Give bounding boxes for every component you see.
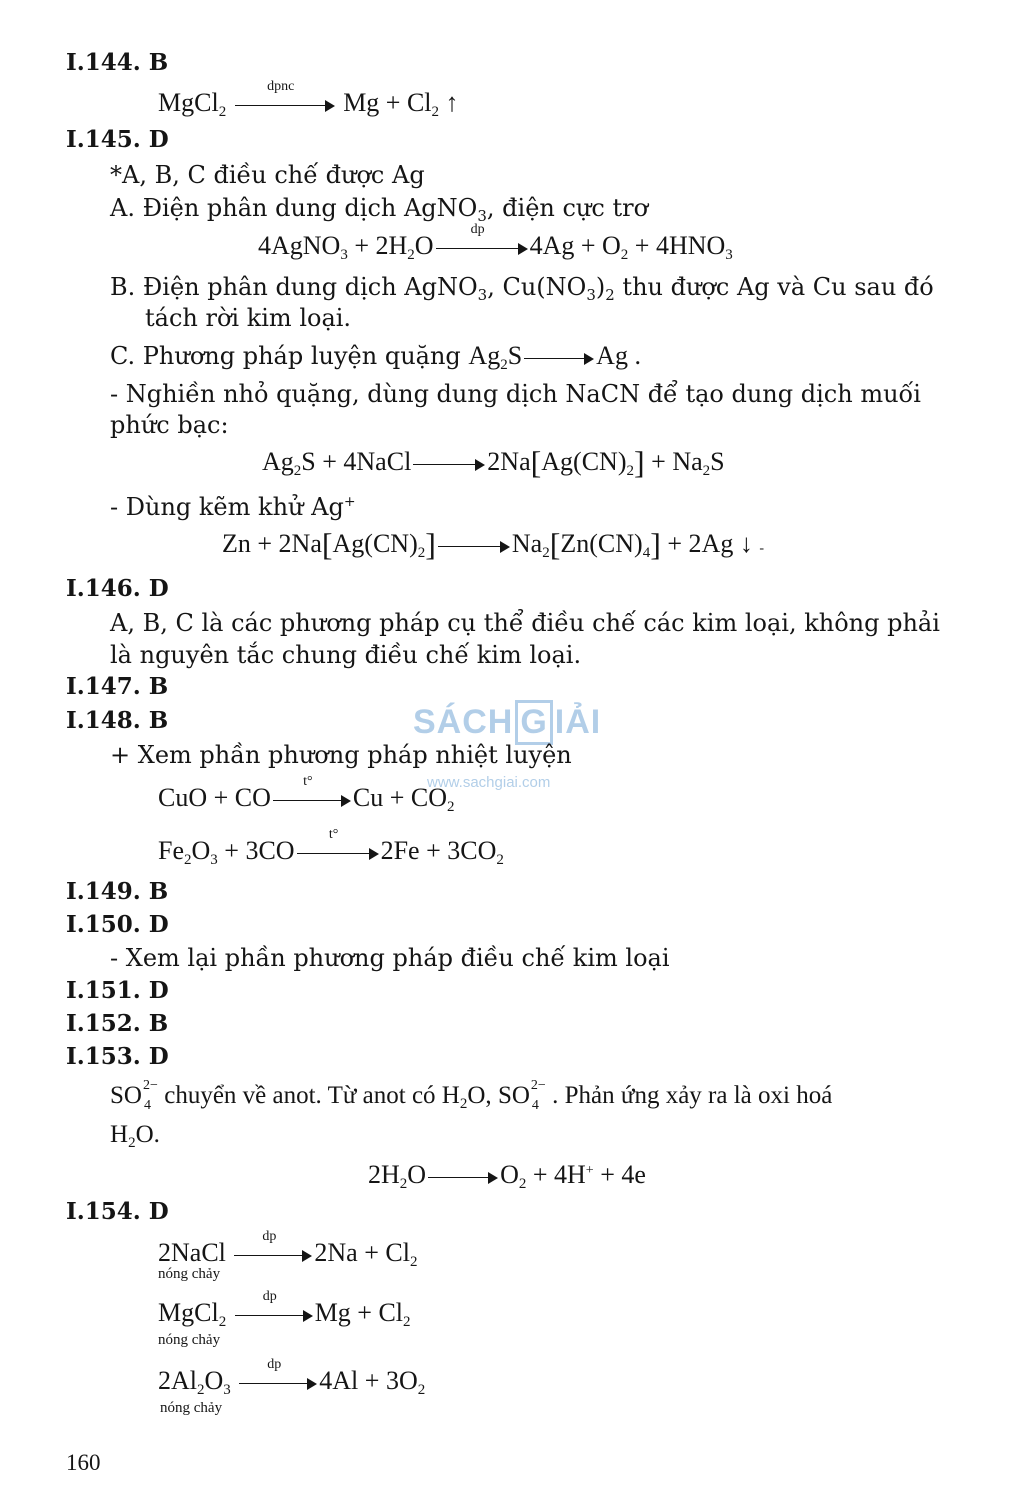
reaction-arrow bbox=[438, 538, 510, 554]
answer-146-label: I.146. D bbox=[66, 575, 169, 602]
reaction-arrow: dpnc bbox=[235, 97, 335, 113]
equation-cuo-co: CuO + CO t° $Cu + CO_2$ bbox=[158, 774, 455, 815]
answer-145-label: I.145. D bbox=[66, 126, 169, 153]
reaction-arrow: dp bbox=[436, 240, 528, 256]
watermark-logo: SÁCH G IẢI bbox=[413, 700, 601, 745]
answer-145-option-a: A. Điện phân dung dịch AgNO$_3$, điện cực trơ bbox=[110, 194, 649, 225]
reaction-arrow bbox=[428, 1169, 498, 1185]
answer-145-intro: *A, B, C điều chế được Ag bbox=[110, 161, 425, 189]
condition-molten-al2o3: nóng chảy bbox=[160, 1400, 223, 1416]
answer-152-label: I.152. B bbox=[66, 1010, 169, 1037]
answer-146-text-cont: là nguyên tắc chung điều chế kim loại. bbox=[110, 641, 582, 669]
reaction-arrow: dp bbox=[239, 1375, 317, 1391]
answer-150-note: - Xem lại phần phương pháp điều chế kim loại bbox=[110, 944, 670, 972]
answer-145-option-b: B. Điện phân dung dịch AgNO$_3$, $Cu(NO_3)_2$ thu được Ag và Cu sau đó bbox=[110, 273, 934, 304]
equation-ag2s-nacl: $Ag_2S$ + 4NaCl $2Na[Ag(CN)_2] + Na_2S$ bbox=[262, 444, 725, 480]
reaction-arrow: t° bbox=[273, 792, 351, 808]
answer-147-label: I.147. B bbox=[66, 673, 169, 700]
reaction-arrow: dp bbox=[235, 1307, 313, 1323]
answer-150-label: I.150. D bbox=[66, 911, 169, 938]
equation-water-oxidation: $2H_2O$ $O_2 + 4H^+ + 4e$ bbox=[368, 1160, 646, 1192]
equation-agno3-electrolysis: 4AgNO$_3$ + $2H_2O$ dp $4Ag + O_2 + 4HNO_3$ bbox=[258, 222, 733, 263]
answer-148-label: I.148. B bbox=[66, 707, 169, 734]
equation-zn-reduction: $Zn + 2Na[Ag(CN)_2]$ $Na_2[Zn(CN)_4] + 2Ag$ ↓ - bbox=[222, 526, 764, 562]
answer-153-text: SO 2− 4 chuyển về anot. Từ anot có $H_2O$, SO 2− 4 . Phản ứng xảy ra là oxi hoá bbox=[110, 1078, 833, 1113]
reaction-arrow: dp bbox=[234, 1247, 312, 1263]
answer-145-step1: - Nghiền nhỏ quặng, dùng dung dịch NaCN để tạo dung dịch muối bbox=[110, 380, 921, 408]
answer-146-text: A, B, C là các phương pháp cụ thể điều chế các kim loại, không phải bbox=[110, 609, 940, 637]
reaction-arrow bbox=[413, 456, 485, 472]
answer-153-label: I.153. D bbox=[66, 1043, 169, 1070]
condition-molten-nacl: nóng chảy bbox=[158, 1266, 221, 1282]
answer-154-label: I.154. D bbox=[66, 1198, 169, 1225]
equation-al2o3-electrolysis: $2Al_2O_3$ dp $4Al + 3O_2$ bbox=[158, 1357, 426, 1398]
answer-153-text-cont: $H_2O$. bbox=[110, 1121, 160, 1151]
reaction-arrow: t° bbox=[297, 845, 379, 861]
answer-151-label: I.151. D bbox=[66, 977, 169, 1004]
watermark bbox=[413, 700, 602, 791]
equation-mgcl2-electrolysis: MgCl$_2$ dp $Mg + Cl_2$ bbox=[158, 1289, 411, 1330]
answer-148-note: + Xem phần phương pháp nhiệt luyện bbox=[110, 741, 572, 769]
answer-145-option-c: C. Phương pháp luyện quặng $Ag_2S$ Ag . bbox=[110, 341, 641, 373]
equation-mgcl2-dpnc: MgCl$_2$ dpnc $Mg + Cl_2$ ↑ bbox=[158, 79, 459, 120]
answer-145-step1-cont: phức bạc: bbox=[110, 411, 229, 439]
condition-molten-mgcl2: nóng chảy bbox=[158, 1332, 221, 1348]
watermark-url: www.sachgiai.com bbox=[427, 774, 551, 791]
equation-fe2o3-co: $Fe_2O_3 + 3CO$ t° $2Fe + 3CO_2$ bbox=[158, 827, 504, 868]
answer-145-option-b-cont: tách rời kim loại. bbox=[145, 304, 352, 332]
equation-nacl-electrolysis: 2NaCl dp $2Na + Cl_2$ bbox=[158, 1229, 418, 1270]
answer-144-label: I.144. B bbox=[66, 49, 169, 76]
page-number: 160 bbox=[66, 1450, 101, 1475]
answer-145-step2: - Dùng kẽm khử Ag+ bbox=[110, 493, 356, 521]
reaction-arrow bbox=[524, 350, 594, 366]
answer-149-label: I.149. B bbox=[66, 878, 169, 905]
